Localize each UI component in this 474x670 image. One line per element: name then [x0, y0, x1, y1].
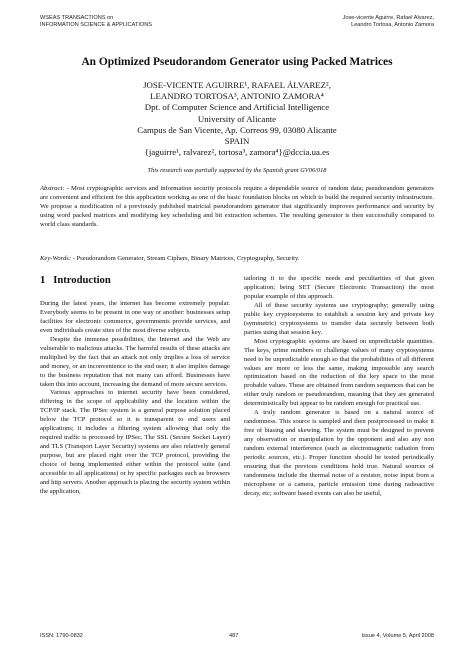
- abstract-text: - Most cryptographic services and information security protocols require a dependable source of random data; pseudorandom generators are convenient and efficient for this application working as one of the basic foundation blocks on which to build the required security infrastructure. We propose a modification of a previously published matricial pseudorandom generator that significantly improves performance and security by using word packed matrices and modifying key scheduling and bit extraction schemes. The resulting generator is then successfully compared to world class standards.: [40, 185, 434, 228]
- author-names-line2: LEANDRO TORTOSA³, ANTONIO ZAMORA⁴: [150, 91, 324, 102]
- paper-title: An Optimized Pseudorandom Generator using Packed Matrices: [81, 56, 393, 68]
- department: Dpt. of Computer Science and Artificial Intelligence: [144, 102, 330, 113]
- footer-issue: Issue 4, Volume 5, April 2008: [361, 633, 434, 639]
- paragraph: Various approaches to internet security have been considered, differing in the scope of applicability and the location within the TCP/IP stack. The IPSec system is a general purpose solution placed below the TCP protocol so it is transparent to end users and applications; it includes a filtering system allowing that only the required traffic is processed by IPSec. The SSL (Secure Socket Layer) and TLS (Transport Layer Security) systems are also relatively general purpose, but are placed right over the TCP protocol, providing the choice of being implemented either within the protocol suite (and accessible to all applications) or by specific packages such as browsers and http servers. Another approach is placing the security system within the application,: [40, 389, 230, 495]
- page-number: 487: [229, 633, 239, 639]
- paragraph: All of these security systems use cryptography; generally using public key cryptosystems to establish a session key and private key (symmetric) cryptosystems to transfer data securely between both parties using that session key.: [244, 301, 434, 336]
- section-title: Introduction: [53, 275, 111, 286]
- campus-address: Campus de San Vicente, Ap. Correos 99, 03080 Alicante: [137, 124, 337, 135]
- running-header-left: [40, 15, 152, 29]
- paragraph: Most cryptographic systems are based on unpredictable quantities. The keys, prime numbers or challenge values of many cryptosystems need to be unpredictable enough so that the probabilities of all different values are more or less the same, making impossible any search optimization based on the reduction of the key space to the most probable values. These are obtained from random sequences that can be either truly random or pseudorandom, meaning that they are generated deterministically but appear to be random enough for practical use.: [244, 337, 434, 408]
- abstract-label: Abstract:: [40, 185, 65, 192]
- header-authors-line1: Jose-vicente Aguirre, Rafael Alvarez,: [342, 15, 434, 21]
- author-emails: {jaguirre¹, ralvarez², tortosa³, zamora⁴}@dccia.ua.es: [144, 147, 330, 158]
- paragraph: tailoring it to the specific needs and peculiarities of that given application; being SET (Secure Electronic Transaction) the most popular example of this approach.: [244, 275, 434, 300]
- running-header-right: [343, 15, 434, 29]
- section-heading: [40, 277, 230, 286]
- journal-subtitle: INFORMATION SCIENCE & APPLICATIONS: [40, 22, 152, 28]
- country: SPAIN: [224, 136, 250, 147]
- header-authors-line2: Leandro Tortosa, Antonio Zamora: [351, 22, 434, 28]
- paragraph: Despite the immense possibilities, the Internet and the Web are vulnerable to malicious attacks. The harmful results of these attacks are multiplied by the fact that an attack not only implies a loss of service and money, or an inconvenience to the end user; it also implies damage to the business reputation that not many can afford. Businesses have taken this into account, increasing the demand of more secure services.: [40, 335, 230, 388]
- author-block: [0, 80, 474, 158]
- right-column: [244, 275, 434, 499]
- keywords: [40, 255, 434, 264]
- keywords-label: Key-Words:: [40, 255, 72, 262]
- journal-name: WSEAS TRANSACTIONS on: [40, 15, 114, 21]
- keywords-text: - Pseudorandom Generator, Stream Ciphers, Binary Matrices, Cryptography, Security.: [71, 255, 300, 262]
- funding-note: This research was partially supported by the Spanish grant GV06/018: [147, 167, 327, 174]
- author-names-line1: JOSE-VICENTE AGUIRRE¹, RAFAEL ÁLVAREZ²,: [143, 80, 331, 90]
- abstract: [40, 185, 434, 230]
- paragraph: During the latest years, the internet has become extremely popular. Everybody seems to be present in one way or another: businesses setup facilities for electronic commerce, governments provide services, and even individuals create sites of the most diverse subjects.: [40, 299, 230, 334]
- university: University of Alicante: [197, 113, 277, 124]
- left-column: [40, 275, 230, 497]
- paragraph: A truly random generator is based on a natural source of randomness. This source is sampled and then postprocessed to make it free of biasing and skewing. The system must be designed to prevent any observation or manipulation by the opponent and also any non random external interference (such as electromagnetic radiation from periodic sources, etc.). Proper function should be tested periodically ensuring that the previous conditions hold true. Natural sources of randomness include the thermal noise of a resistor, noise input from a microphone or a camera, particle emission time during radioactive decay, etc; software based events can also be useful,: [244, 409, 434, 497]
- footer-issn: ISSN: 1790-0832: [40, 633, 83, 639]
- section-number: 1: [40, 275, 46, 286]
